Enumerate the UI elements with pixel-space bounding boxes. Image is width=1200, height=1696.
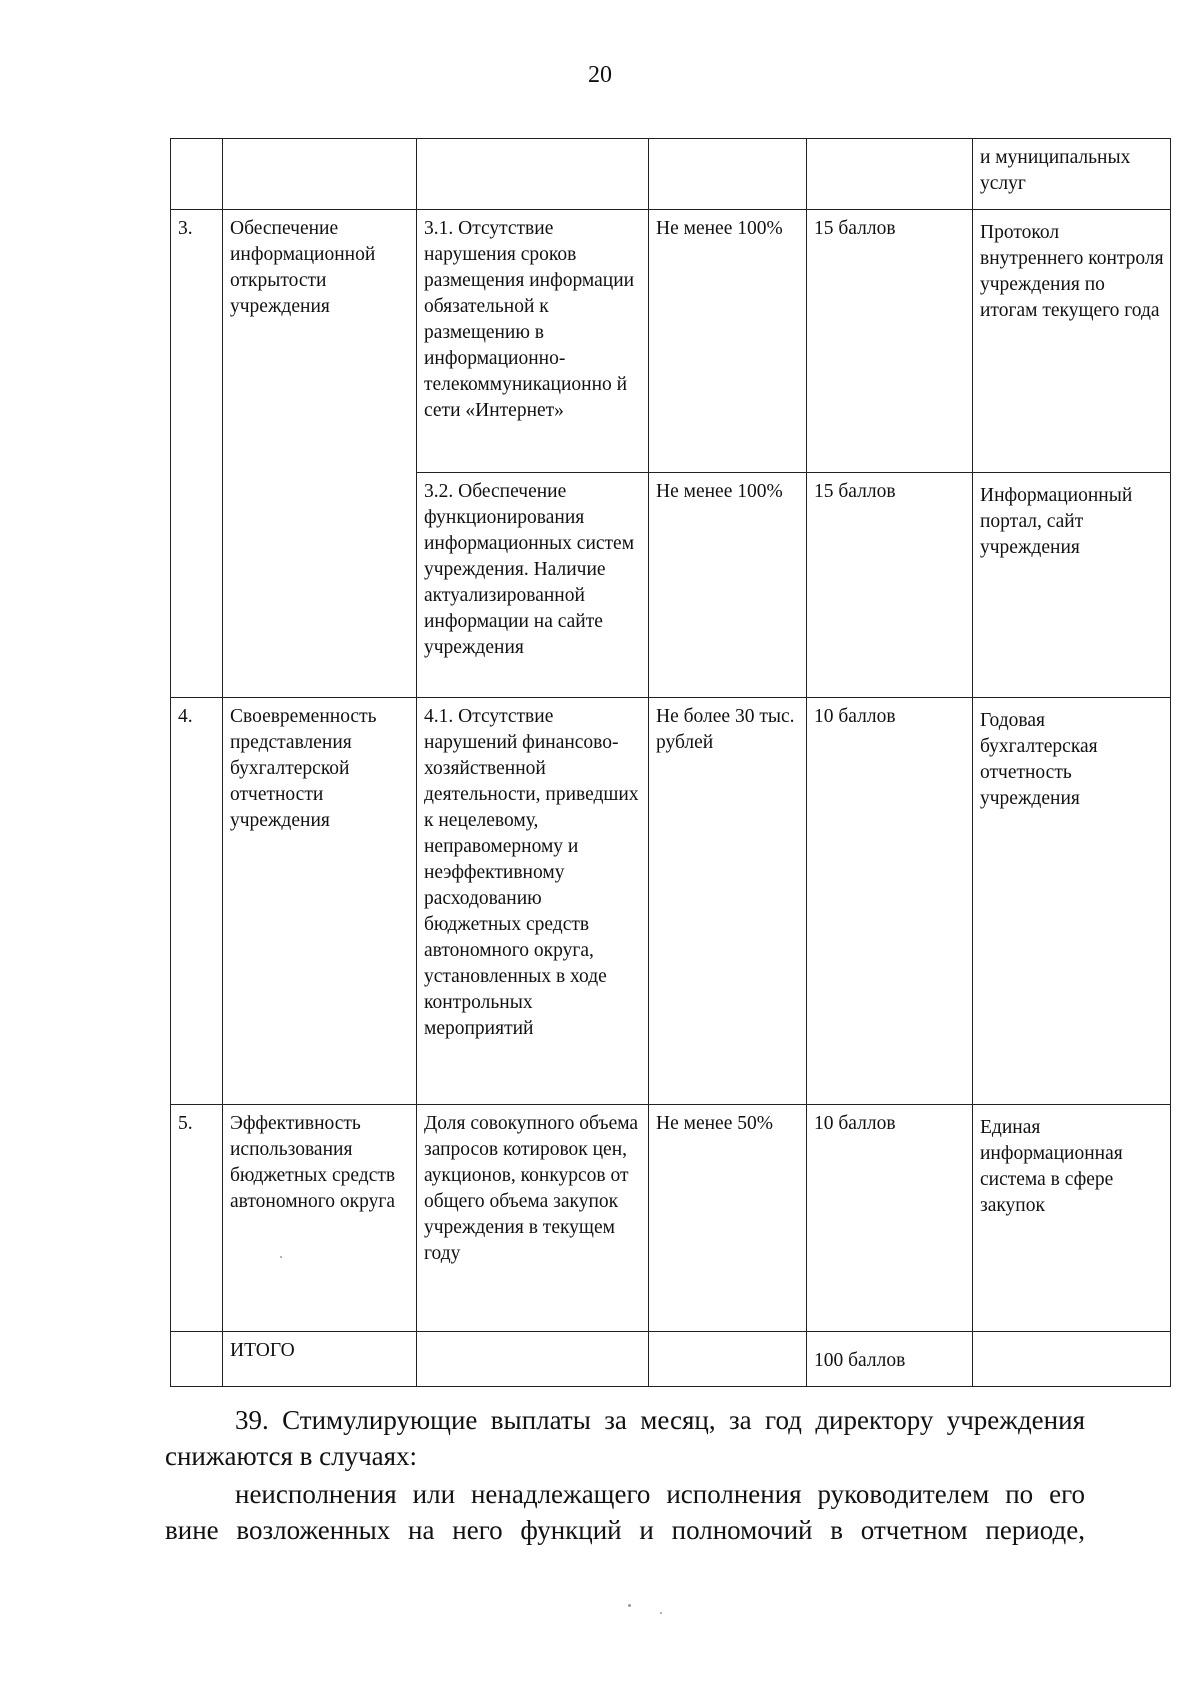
cell-source: Единая информационная система в сфере закупок — [973, 1105, 1171, 1332]
cell-num: 5. — [171, 1105, 223, 1332]
paragraph-39-text: 39. Стимулирующие выплаты за месяц, за год директору учреждения снижаются в случаях: — [165, 1405, 1085, 1471]
paragraph-continuation-text: неисполнения или ненадлежащего исполнения руководителем по его вине возложенных на него функций и полномочий в отчетном периоде, — [165, 1479, 1085, 1545]
total-score: 100 баллов — [807, 1332, 973, 1387]
cell-score: 15 баллов — [807, 210, 973, 473]
cell-criterion: Обеспечение информационной открытости учреждения — [223, 210, 417, 698]
cell-indicator — [417, 1332, 649, 1387]
cell-source: Информационный портал, сайт учреждения — [973, 473, 1171, 698]
scan-speck — [628, 1604, 631, 1607]
cell-norm: Не более 30 тыс. рублей — [649, 698, 807, 1105]
cell-num: 3. — [171, 210, 223, 698]
page-number: 20 — [588, 62, 612, 88]
cell-criterion: Эффективность использования бюджетных средств автономного округа — [223, 1105, 417, 1332]
table-row-total — [171, 1332, 1171, 1387]
table-row — [171, 1105, 1171, 1332]
cell-norm: Не менее 100% — [649, 210, 807, 473]
paragraph-continuation — [165, 1476, 1085, 1548]
cell-norm — [649, 139, 807, 210]
table-row — [171, 698, 1171, 1105]
cell-score — [807, 139, 973, 210]
cell-source: Годовая бухгалтерская отчетность учреждения — [973, 698, 1171, 1105]
total-label: ИТОГО — [223, 1332, 417, 1387]
scan-speck — [280, 1256, 282, 1258]
cell-norm: Не менее 100% — [649, 473, 807, 698]
cell-criterion: Своевременность представления бухгалтерской отчетности учреждения — [223, 698, 417, 1105]
criteria-table — [170, 138, 1171, 1387]
paragraph-39 — [165, 1402, 1085, 1474]
table-row — [171, 210, 1171, 473]
cell-indicator — [417, 139, 649, 210]
cell-source — [973, 1332, 1171, 1387]
cell-score: 10 баллов — [807, 1105, 973, 1332]
scan-speck — [660, 1612, 662, 1614]
cell-source: и муниципальных услуг — [973, 139, 1171, 210]
cell-indicator: Доля совокупного объема запросов котировок цен, аукционов, конкурсов от общего объема закупок учреждения в текущем году — [417, 1105, 649, 1332]
cell-score: 10 баллов — [807, 698, 973, 1105]
cell-source: Протокол внутреннего контроля учреждения по итогам текущего года — [973, 210, 1171, 473]
cell-norm: Не менее 50% — [649, 1105, 807, 1332]
cell-num — [171, 1332, 223, 1387]
cell-indicator: 3.2. Обеспечение функционирования информационных систем учреждения. Наличие актуализированной информации на сайте учреждения — [417, 473, 649, 698]
cell-indicator: 4.1. Отсутствие нарушений финансово-хозяйственной деятельности, приведших к нецелевому, неправомерному и неэффективному расходованию бюджетных средств автономного округа, установленных в ходе контрольных мероприятий — [417, 698, 649, 1105]
cell-norm — [649, 1332, 807, 1387]
cell-criterion — [223, 139, 417, 210]
cell-score: 15 баллов — [807, 473, 973, 698]
cell-num — [171, 139, 223, 210]
cell-indicator: 3.1. Отсутствие нарушения сроков размещения информации обязательной к размещению в информационно-телекоммуникационно й сети «Интернет» — [417, 210, 649, 473]
cell-num: 4. — [171, 698, 223, 1105]
table-row-continuation — [171, 139, 1171, 210]
